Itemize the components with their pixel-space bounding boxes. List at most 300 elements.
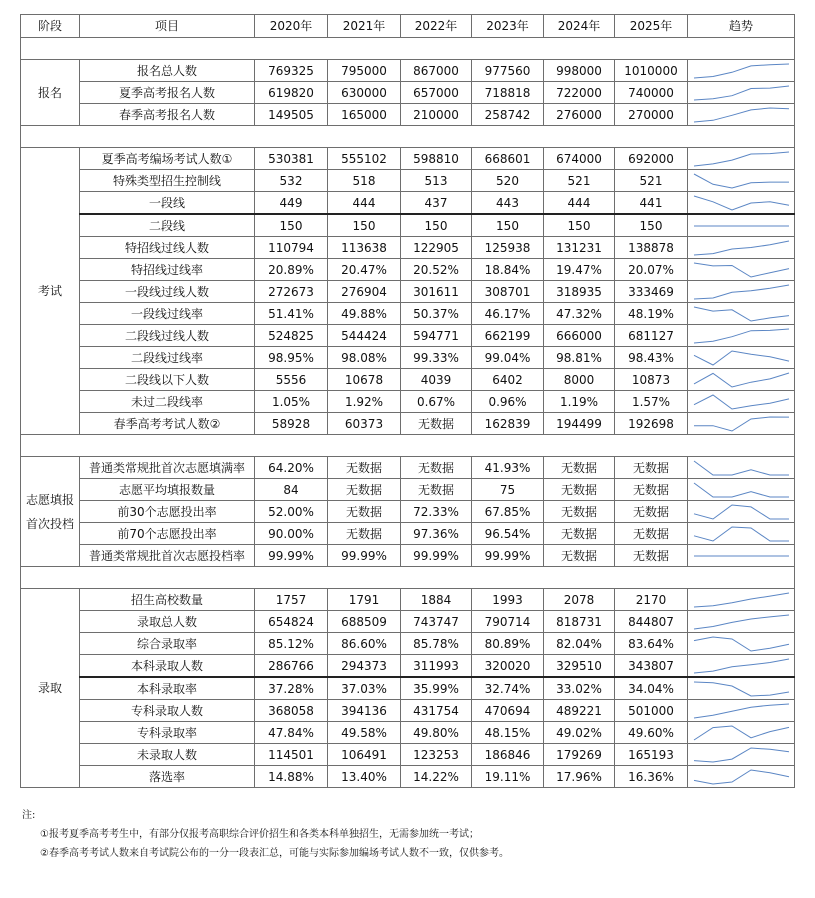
value-cell: 47.32% bbox=[544, 303, 615, 325]
table-row bbox=[21, 501, 795, 523]
sparkline-series bbox=[694, 395, 789, 409]
value-cell: 867000 bbox=[401, 60, 472, 82]
value-cell: 35.99% bbox=[401, 677, 472, 700]
table-row bbox=[21, 523, 795, 545]
item-label-cell: 一段线过线人数 bbox=[80, 281, 255, 303]
value-cell: 343807 bbox=[615, 655, 688, 678]
value-cell: 521 bbox=[615, 170, 688, 192]
header-cell-2022: 2022年 bbox=[401, 15, 472, 38]
item-label-cell: 夏季高考编场考试人数① bbox=[80, 148, 255, 170]
value-cell: 977560 bbox=[472, 60, 544, 82]
value-cell: 46.17% bbox=[472, 303, 544, 325]
value-cell: 99.99% bbox=[328, 545, 401, 567]
value-cell: 0.96% bbox=[472, 391, 544, 413]
sparkline-series bbox=[694, 505, 789, 519]
admission-stats-table bbox=[20, 14, 795, 788]
sparkline-series bbox=[694, 461, 789, 475]
value-cell: 743747 bbox=[401, 611, 472, 633]
table-row bbox=[21, 170, 795, 192]
value-cell: 329510 bbox=[544, 655, 615, 678]
value-cell: 无数据 bbox=[544, 545, 615, 567]
table-row bbox=[21, 413, 795, 435]
trend-sparkline bbox=[690, 304, 793, 324]
trend-cell bbox=[688, 589, 795, 611]
value-cell: 99.04% bbox=[472, 347, 544, 369]
trend-sparkline bbox=[690, 238, 793, 258]
table-row bbox=[21, 677, 795, 700]
table-row bbox=[21, 214, 795, 237]
value-cell: 49.60% bbox=[615, 722, 688, 744]
notes-title: 注: bbox=[22, 810, 36, 821]
trend-sparkline bbox=[690, 149, 793, 169]
header-row bbox=[21, 15, 795, 38]
trend-cell bbox=[688, 148, 795, 170]
value-cell: 99.99% bbox=[401, 545, 472, 567]
item-label-cell: 春季高考考试人数② bbox=[80, 413, 255, 435]
trend-cell bbox=[688, 457, 795, 479]
trend-sparkline bbox=[690, 414, 793, 434]
header-cell-item: 项目 bbox=[80, 15, 255, 38]
value-cell: 311993 bbox=[401, 655, 472, 678]
table-row bbox=[21, 148, 795, 170]
value-cell: 674000 bbox=[544, 148, 615, 170]
table-row bbox=[21, 60, 795, 82]
value-cell: 86.60% bbox=[328, 633, 401, 655]
value-cell: 122905 bbox=[401, 237, 472, 259]
value-cell: 1.57% bbox=[615, 391, 688, 413]
value-cell: 521 bbox=[544, 170, 615, 192]
value-cell: 19.47% bbox=[544, 259, 615, 281]
sparkline-series bbox=[694, 637, 789, 651]
value-cell: 308701 bbox=[472, 281, 544, 303]
item-label-cell: 特招线过线人数 bbox=[80, 237, 255, 259]
sparkline-series bbox=[694, 770, 789, 784]
value-cell: 99.99% bbox=[255, 545, 328, 567]
value-cell: 532 bbox=[255, 170, 328, 192]
trend-cell bbox=[688, 655, 795, 678]
value-cell: 258742 bbox=[472, 104, 544, 126]
value-cell: 0.67% bbox=[401, 391, 472, 413]
value-cell: 98.95% bbox=[255, 347, 328, 369]
sparkline-series bbox=[694, 748, 789, 762]
value-cell: 80.89% bbox=[472, 633, 544, 655]
trend-cell bbox=[688, 369, 795, 391]
table-row bbox=[21, 325, 795, 347]
item-label-cell: 普通类常规批首次志愿填满率 bbox=[80, 457, 255, 479]
trend-cell bbox=[688, 391, 795, 413]
trend-sparkline bbox=[690, 701, 793, 721]
header-cell-2021: 2021年 bbox=[328, 15, 401, 38]
trend-sparkline bbox=[690, 480, 793, 500]
separator-cell bbox=[21, 567, 795, 589]
trend-sparkline bbox=[690, 392, 793, 412]
note-line-1: ①报考夏季高考考生中，有部分仅报考高职综合评价招生和各类本科单独招生，无需参加统一考试； bbox=[40, 829, 479, 840]
value-cell: 37.28% bbox=[255, 677, 328, 700]
separator-cell bbox=[21, 435, 795, 457]
value-cell: 1.19% bbox=[544, 391, 615, 413]
table-row bbox=[21, 545, 795, 567]
value-cell: 84 bbox=[255, 479, 328, 501]
trend-cell bbox=[688, 633, 795, 655]
table-row bbox=[21, 369, 795, 391]
trend-cell bbox=[688, 170, 795, 192]
sparkline-series bbox=[694, 307, 789, 321]
value-cell: 150 bbox=[328, 214, 401, 237]
value-cell: 444 bbox=[544, 192, 615, 215]
value-cell: 51.41% bbox=[255, 303, 328, 325]
sparkline-series bbox=[694, 285, 789, 299]
value-cell: 681127 bbox=[615, 325, 688, 347]
header-cell-stage: 阶段 bbox=[21, 15, 80, 38]
table-row bbox=[21, 104, 795, 126]
value-cell: 688509 bbox=[328, 611, 401, 633]
value-cell: 489221 bbox=[544, 700, 615, 722]
value-cell: 13.40% bbox=[328, 766, 401, 788]
value-cell: 18.84% bbox=[472, 259, 544, 281]
item-label-cell: 二段线以下人数 bbox=[80, 369, 255, 391]
value-cell: 6402 bbox=[472, 369, 544, 391]
value-cell: 186846 bbox=[472, 744, 544, 766]
separator-row-2 bbox=[21, 435, 795, 457]
value-cell: 150 bbox=[615, 214, 688, 237]
value-cell: 67.85% bbox=[472, 501, 544, 523]
trend-sparkline bbox=[690, 612, 793, 632]
value-cell: 449 bbox=[255, 192, 328, 215]
value-cell: 无数据 bbox=[544, 501, 615, 523]
trend-cell bbox=[688, 479, 795, 501]
stage-cell bbox=[21, 457, 80, 567]
value-cell: 20.89% bbox=[255, 259, 328, 281]
value-cell: 270000 bbox=[615, 104, 688, 126]
table-row bbox=[21, 347, 795, 369]
item-label-cell: 招生高校数量 bbox=[80, 589, 255, 611]
sparkline-series bbox=[694, 682, 789, 696]
trend-cell bbox=[688, 60, 795, 82]
value-cell: 无数据 bbox=[615, 479, 688, 501]
value-cell: 162839 bbox=[472, 413, 544, 435]
item-label-cell: 二段线过线率 bbox=[80, 347, 255, 369]
separator-cell bbox=[21, 38, 795, 60]
value-cell: 无数据 bbox=[401, 457, 472, 479]
sparkline-series bbox=[694, 241, 789, 255]
value-cell: 无数据 bbox=[328, 457, 401, 479]
value-cell: 20.47% bbox=[328, 259, 401, 281]
value-cell: 394136 bbox=[328, 700, 401, 722]
value-cell: 98.43% bbox=[615, 347, 688, 369]
value-cell: 58928 bbox=[255, 413, 328, 435]
value-cell: 138878 bbox=[615, 237, 688, 259]
item-label-cell: 特殊类型招生控制线 bbox=[80, 170, 255, 192]
value-cell: 16.36% bbox=[615, 766, 688, 788]
note-line-2: ②春季高考考试人数来自考试院公布的一分一段表汇总，可能与实际参加编场考试人数不一致，仅供参考。 bbox=[40, 848, 509, 859]
value-cell: 1993 bbox=[472, 589, 544, 611]
trend-sparkline bbox=[690, 216, 793, 236]
value-cell: 272673 bbox=[255, 281, 328, 303]
value-cell: 555102 bbox=[328, 148, 401, 170]
value-cell: 441 bbox=[615, 192, 688, 215]
value-cell: 99.33% bbox=[401, 347, 472, 369]
value-cell: 150 bbox=[401, 214, 472, 237]
value-cell: 131231 bbox=[544, 237, 615, 259]
sparkline-series bbox=[694, 86, 789, 100]
value-cell: 32.74% bbox=[472, 677, 544, 700]
trend-cell bbox=[688, 347, 795, 369]
value-cell: 192698 bbox=[615, 413, 688, 435]
item-label-cell: 专科录取人数 bbox=[80, 700, 255, 722]
value-cell: 470694 bbox=[472, 700, 544, 722]
value-cell: 513 bbox=[401, 170, 472, 192]
trend-sparkline bbox=[690, 634, 793, 654]
value-cell: 518 bbox=[328, 170, 401, 192]
item-label-cell: 一段线 bbox=[80, 192, 255, 215]
value-cell: 1010000 bbox=[615, 60, 688, 82]
sparkline-series bbox=[694, 263, 789, 277]
value-cell: 1757 bbox=[255, 589, 328, 611]
trend-cell bbox=[688, 766, 795, 788]
value-cell: 85.12% bbox=[255, 633, 328, 655]
value-cell: 150 bbox=[544, 214, 615, 237]
item-label-cell: 未录取人数 bbox=[80, 744, 255, 766]
value-cell: 150 bbox=[472, 214, 544, 237]
trend-cell bbox=[688, 192, 795, 215]
trend-cell bbox=[688, 259, 795, 281]
value-cell: 113638 bbox=[328, 237, 401, 259]
table-row bbox=[21, 766, 795, 788]
value-cell: 431754 bbox=[401, 700, 472, 722]
value-cell: 2170 bbox=[615, 589, 688, 611]
trend-sparkline bbox=[690, 458, 793, 478]
value-cell: 544424 bbox=[328, 325, 401, 347]
value-cell: 790714 bbox=[472, 611, 544, 633]
footnotes bbox=[22, 806, 802, 863]
header-cell-2020: 2020年 bbox=[255, 15, 328, 38]
value-cell: 294373 bbox=[328, 655, 401, 678]
value-cell: 64.20% bbox=[255, 457, 328, 479]
value-cell: 49.80% bbox=[401, 722, 472, 744]
stage-cell: 考试 bbox=[21, 148, 80, 435]
value-cell: 106491 bbox=[328, 744, 401, 766]
value-cell: 769325 bbox=[255, 60, 328, 82]
value-cell: 722000 bbox=[544, 82, 615, 104]
trend-cell bbox=[688, 523, 795, 545]
value-cell: 14.88% bbox=[255, 766, 328, 788]
value-cell: 114501 bbox=[255, 744, 328, 766]
value-cell: 无数据 bbox=[401, 479, 472, 501]
value-cell: 无数据 bbox=[401, 413, 472, 435]
value-cell: 90.00% bbox=[255, 523, 328, 545]
value-cell: 无数据 bbox=[615, 545, 688, 567]
value-cell: 无数据 bbox=[615, 523, 688, 545]
value-cell: 179269 bbox=[544, 744, 615, 766]
value-cell: 无数据 bbox=[328, 501, 401, 523]
value-cell: 50.37% bbox=[401, 303, 472, 325]
header-cell-trend: 趋势 bbox=[688, 15, 795, 38]
separator-row-0 bbox=[21, 38, 795, 60]
stage-cell: 录取 bbox=[21, 589, 80, 788]
value-cell: 594771 bbox=[401, 325, 472, 347]
value-cell: 49.88% bbox=[328, 303, 401, 325]
value-cell: 165000 bbox=[328, 104, 401, 126]
item-label-cell: 志愿平均填报数量 bbox=[80, 479, 255, 501]
sparkline-series bbox=[694, 615, 789, 629]
value-cell: 844807 bbox=[615, 611, 688, 633]
table-row bbox=[21, 192, 795, 215]
value-cell: 20.52% bbox=[401, 259, 472, 281]
value-cell: 443 bbox=[472, 192, 544, 215]
value-cell: 501000 bbox=[615, 700, 688, 722]
value-cell: 276904 bbox=[328, 281, 401, 303]
header-cell-2023: 2023年 bbox=[472, 15, 544, 38]
trend-cell bbox=[688, 281, 795, 303]
value-cell: 48.19% bbox=[615, 303, 688, 325]
value-cell: 333469 bbox=[615, 281, 688, 303]
separator-row-3 bbox=[21, 567, 795, 589]
value-cell: 110794 bbox=[255, 237, 328, 259]
item-label-cell: 夏季高考报名人数 bbox=[80, 82, 255, 104]
value-cell: 149505 bbox=[255, 104, 328, 126]
value-cell: 524825 bbox=[255, 325, 328, 347]
item-label-cell: 普通类常规批首次志愿投档率 bbox=[80, 545, 255, 567]
value-cell: 150 bbox=[255, 214, 328, 237]
value-cell: 无数据 bbox=[328, 479, 401, 501]
trend-cell bbox=[688, 214, 795, 237]
sparkline-series bbox=[694, 726, 789, 740]
table-row bbox=[21, 633, 795, 655]
value-cell: 72.33% bbox=[401, 501, 472, 523]
item-label-cell: 专科录取率 bbox=[80, 722, 255, 744]
trend-cell bbox=[688, 237, 795, 259]
item-label-cell: 综合录取率 bbox=[80, 633, 255, 655]
value-cell: 4039 bbox=[401, 369, 472, 391]
value-cell: 1791 bbox=[328, 589, 401, 611]
header-cell-2024: 2024年 bbox=[544, 15, 615, 38]
value-cell: 96.54% bbox=[472, 523, 544, 545]
sparkline-series bbox=[694, 108, 789, 122]
value-cell: 598810 bbox=[401, 148, 472, 170]
separator-cell bbox=[21, 126, 795, 148]
sparkline-series bbox=[694, 593, 789, 607]
sparkline-series bbox=[694, 329, 789, 343]
trend-sparkline bbox=[690, 679, 793, 699]
trend-sparkline bbox=[690, 326, 793, 346]
trend-sparkline bbox=[690, 502, 793, 522]
value-cell: 619820 bbox=[255, 82, 328, 104]
value-cell: 654824 bbox=[255, 611, 328, 633]
item-label-cell: 春季高考报名人数 bbox=[80, 104, 255, 126]
item-label-cell: 前70个志愿投出率 bbox=[80, 523, 255, 545]
value-cell: 49.02% bbox=[544, 722, 615, 744]
value-cell: 520 bbox=[472, 170, 544, 192]
value-cell: 437 bbox=[401, 192, 472, 215]
trend-sparkline bbox=[690, 546, 793, 566]
trend-cell bbox=[688, 611, 795, 633]
value-cell: 14.22% bbox=[401, 766, 472, 788]
sparkline-series bbox=[694, 527, 789, 541]
value-cell: 818731 bbox=[544, 611, 615, 633]
value-cell: 无数据 bbox=[544, 457, 615, 479]
value-cell: 无数据 bbox=[544, 479, 615, 501]
trend-sparkline bbox=[690, 105, 793, 125]
sparkline-series bbox=[694, 659, 789, 673]
trend-cell bbox=[688, 82, 795, 104]
item-label-cell: 二段线过线人数 bbox=[80, 325, 255, 347]
item-label-cell: 本科录取率 bbox=[80, 677, 255, 700]
value-cell: 998000 bbox=[544, 60, 615, 82]
item-label-cell: 前30个志愿投出率 bbox=[80, 501, 255, 523]
value-cell: 48.15% bbox=[472, 722, 544, 744]
value-cell: 718818 bbox=[472, 82, 544, 104]
sparkline-series bbox=[694, 174, 789, 188]
table-row bbox=[21, 611, 795, 633]
value-cell: 75 bbox=[472, 479, 544, 501]
sparkline-series bbox=[694, 417, 789, 431]
item-label-cell: 落选率 bbox=[80, 766, 255, 788]
value-cell: 210000 bbox=[401, 104, 472, 126]
table-row bbox=[21, 391, 795, 413]
stage-label-line: 首次投档 bbox=[25, 516, 74, 531]
trend-sparkline bbox=[690, 348, 793, 368]
value-cell: 无数据 bbox=[544, 523, 615, 545]
value-cell: 无数据 bbox=[615, 457, 688, 479]
value-cell: 320020 bbox=[472, 655, 544, 678]
sparkline-series bbox=[694, 64, 789, 78]
value-cell: 17.96% bbox=[544, 766, 615, 788]
item-label-cell: 录取总人数 bbox=[80, 611, 255, 633]
stage-cell: 报名 bbox=[21, 60, 80, 126]
table-row bbox=[21, 457, 795, 479]
trend-sparkline bbox=[690, 171, 793, 191]
value-cell: 60373 bbox=[328, 413, 401, 435]
trend-cell bbox=[688, 104, 795, 126]
table-row bbox=[21, 281, 795, 303]
value-cell: 125938 bbox=[472, 237, 544, 259]
trend-sparkline bbox=[690, 656, 793, 676]
value-cell: 10873 bbox=[615, 369, 688, 391]
item-label-cell: 一段线过线率 bbox=[80, 303, 255, 325]
sparkline-series bbox=[694, 704, 789, 718]
table-row bbox=[21, 303, 795, 325]
value-cell: 123253 bbox=[401, 744, 472, 766]
value-cell: 8000 bbox=[544, 369, 615, 391]
stage-label-line: 志愿填报 bbox=[25, 492, 74, 507]
trend-sparkline bbox=[690, 524, 793, 544]
value-cell: 795000 bbox=[328, 60, 401, 82]
trend-cell bbox=[688, 722, 795, 744]
trend-sparkline bbox=[690, 282, 793, 302]
item-label-cell: 特招线过线率 bbox=[80, 259, 255, 281]
table-row bbox=[21, 589, 795, 611]
table-row bbox=[21, 655, 795, 678]
value-cell: 5556 bbox=[255, 369, 328, 391]
header-cell-2025: 2025年 bbox=[615, 15, 688, 38]
value-cell: 165193 bbox=[615, 744, 688, 766]
table-row bbox=[21, 479, 795, 501]
value-cell: 740000 bbox=[615, 82, 688, 104]
table-row bbox=[21, 744, 795, 766]
value-cell: 98.81% bbox=[544, 347, 615, 369]
trend-cell bbox=[688, 501, 795, 523]
trend-cell bbox=[688, 744, 795, 766]
trend-cell bbox=[688, 700, 795, 722]
value-cell: 无数据 bbox=[615, 501, 688, 523]
value-cell: 41.93% bbox=[472, 457, 544, 479]
trend-sparkline bbox=[690, 723, 793, 743]
table-row bbox=[21, 259, 795, 281]
trend-cell bbox=[688, 413, 795, 435]
item-label-cell: 未过二段线率 bbox=[80, 391, 255, 413]
table-row bbox=[21, 722, 795, 744]
value-cell: 33.02% bbox=[544, 677, 615, 700]
